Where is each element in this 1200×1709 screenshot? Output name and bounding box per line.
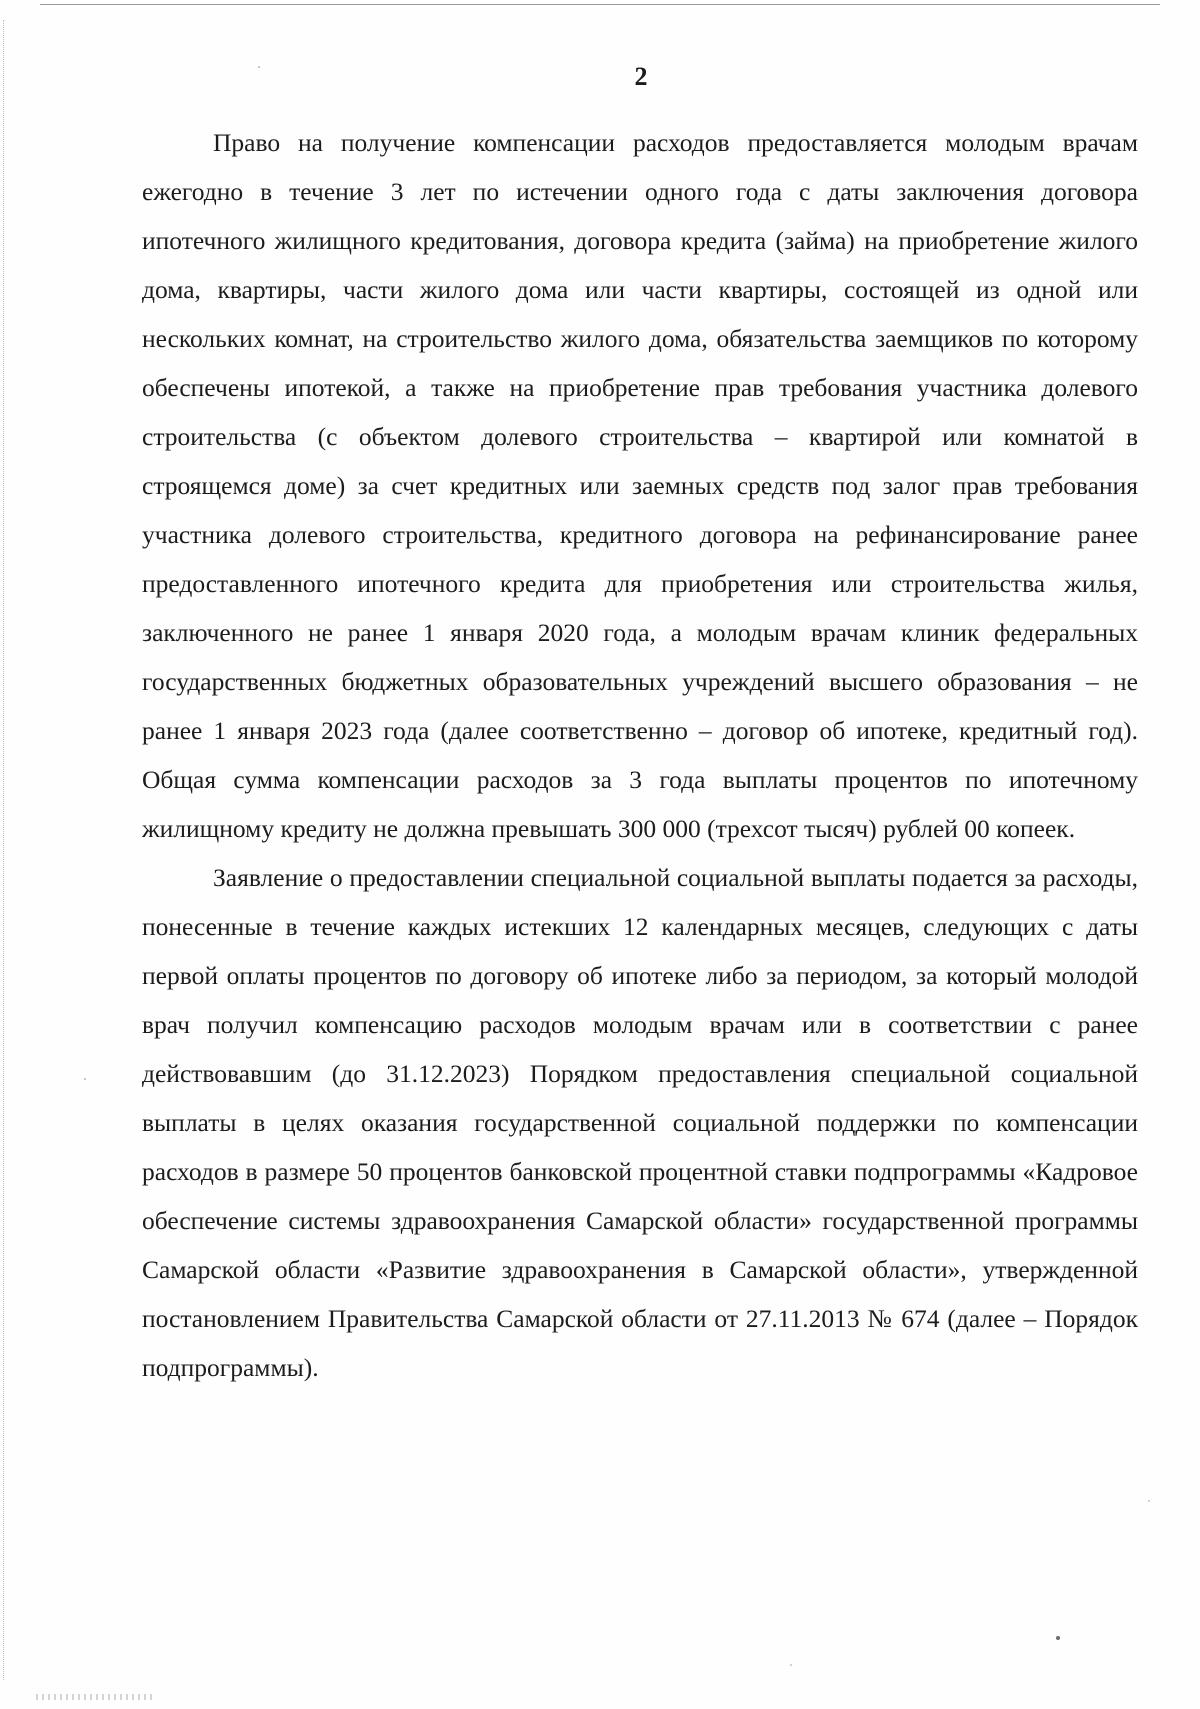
scan-speck (258, 66, 260, 68)
page-number: 2 (634, 62, 648, 91)
scan-speck (1148, 1500, 1150, 1502)
scan-left-edge (3, 20, 4, 1680)
scan-top-edge (40, 4, 1160, 5)
scan-speck (790, 1664, 792, 1666)
document-body (142, 118, 1138, 1392)
paragraph-compensation-right: Право на получение компенсации расходов предоставляется молодым врачам ежегодно в течение 3 лет по истечении одного года с даты заключения договора ипотечного жилищного кредитования, договора кредита (займа) на приобретение жилого дома, квартиры, части жилого дома или части квартиры, состоящей из одной или нескольких комнат, на строительство жилого дома, обязательства заемщиков по которому обеспечены ипотекой, а также на приобретение прав требования участника долевого строительства (с объектом долевого строительства – квартирой или комнатой в строящемся доме) за счет кредитных или заемных средств под залог прав требования участника долевого строительства, кредитного договора на рефинансирование ранее предоставленного ипотечного кредита для приобретения или строительства жилья, заключенного не ранее 1 января 2020 года, а молодым врачам клиник федеральных государственных бюджетных образовательных учреждений высшего образования – не ранее 1 января 2023 года (далее соответственно – договор об ипотеке, кредитный год). Общая сумма компенсации расходов за 3 года выплаты процентов по ипотечному жилищному кредиту не должна превышать 300 000 (трехсот тысяч) рублей 00 копеек. (142, 128, 1138, 843)
scan-speck (1056, 1636, 1060, 1640)
scan-noise (36, 1694, 156, 1700)
scan-speck (84, 1078, 86, 1080)
paragraph-application: Заявление о предоставлении специальной социальной выплаты подается за расходы, понесенные в течение каждых истекших 12 календарных месяцев, следующих с даты первой оплаты процентов по договору об ипотеке либо за периодом, за который молодой врач получил компенсацию расходов молодым врачам или в соответствии с ранее действовавшим (до 31.12.2023) Порядком предоставления специальной социальной выплаты в целях оказания государственной социальной поддержки по компенсации расходов в размере 50 процентов банковской процентной ставки подпрограммы «Кадровое обеспечение системы здравоохранения Самарской области» государственной программы Самарской области «Развитие здравоохранения в Самарской области», утвержденной постановлением Правительства Самарской области от 27.11.2013 № 674 (далее – Порядок подпрограммы). (142, 863, 1138, 1382)
